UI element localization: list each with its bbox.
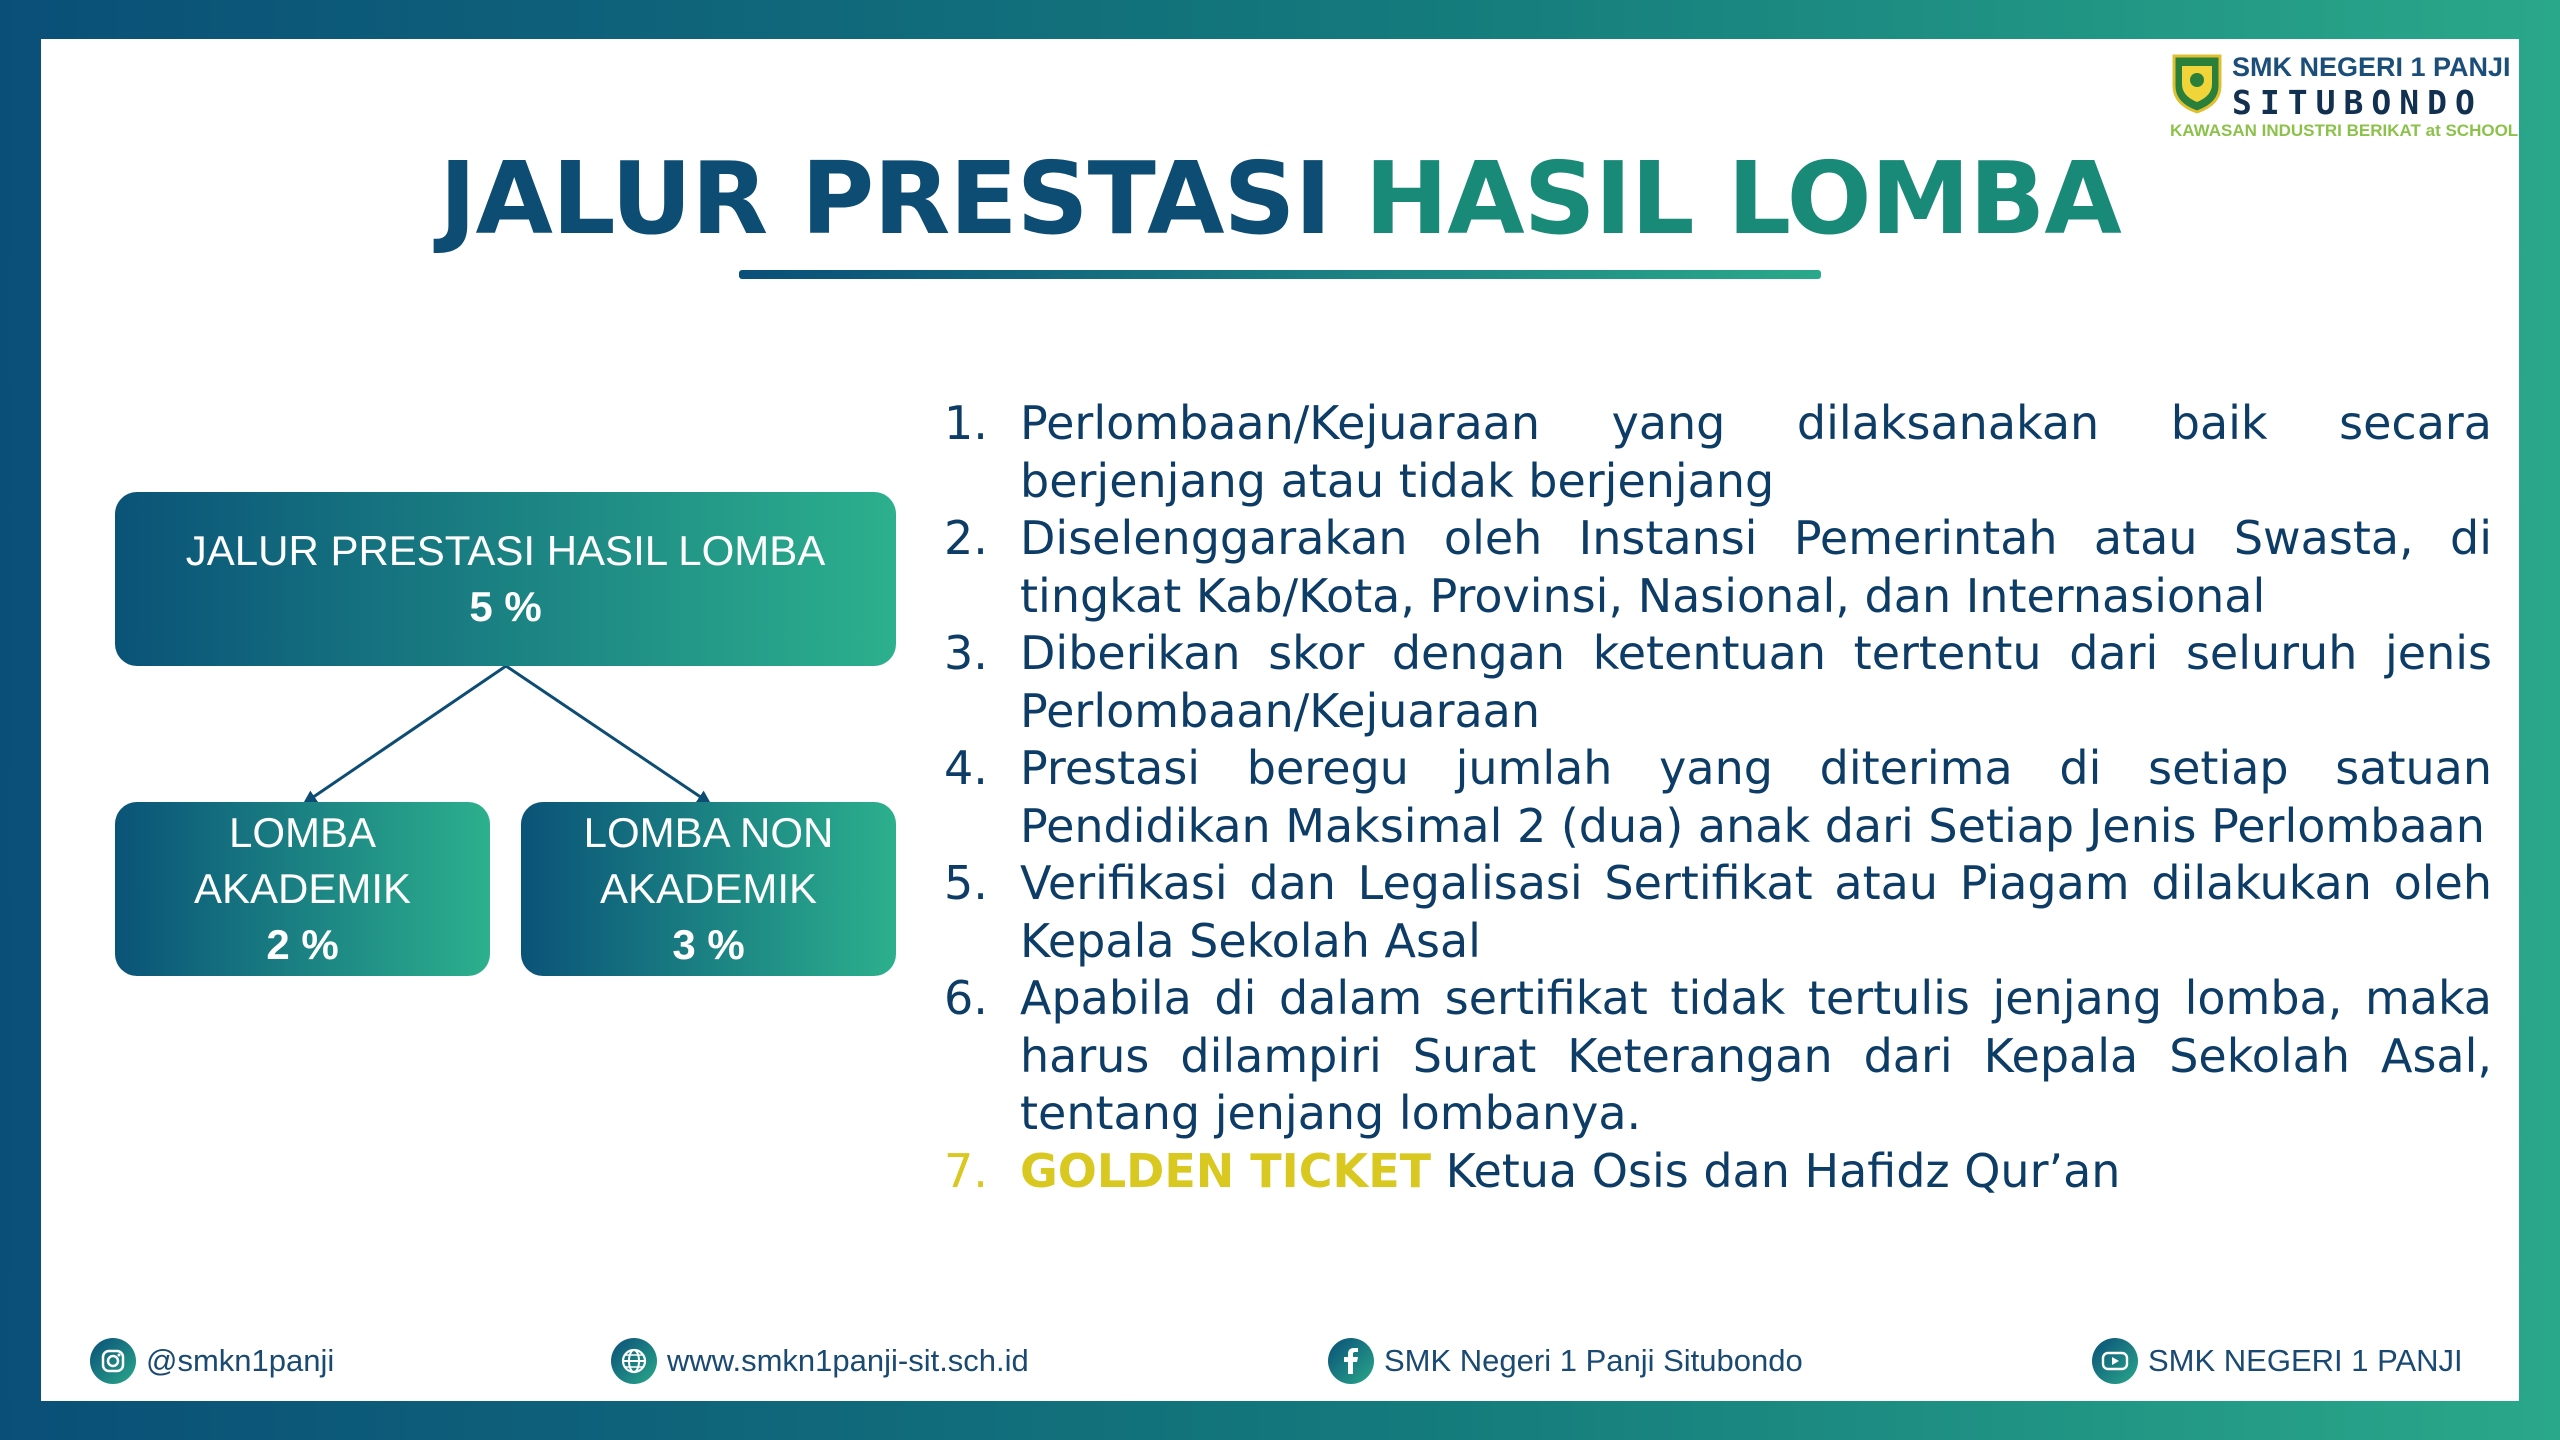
non-academic-category-label: LOMBA NON AKADEMIK [583,809,834,912]
globe-icon [611,1338,657,1384]
list-item [940,970,2492,1143]
requirements-list [940,395,2492,1200]
title-underline [739,270,1821,279]
list-item-number: 2. [944,511,988,565]
list-item [940,625,2492,740]
list-item-text: Diselenggarakan oleh Instansi Pemerintah atau Swasta, di tingkat Kab/Kota, Provinsi, Nasional, dan Internasional [1020,511,2492,623]
instagram-handle: @smkn1panji [146,1343,335,1378]
footer-instagram[interactable] [90,1336,334,1386]
logo-tagline: KAWASAN INDUSTRI BERIKAT at SCHOOL [2170,121,2519,140]
page-title [0,140,2560,257]
facebook-icon [1328,1338,1374,1384]
list-item-number: 6. [944,971,988,1025]
non-academic-category-box [521,802,896,976]
list-item-text: Perlombaan/Kejuaraan yang dilaksanakan baik secara berjenjang atau tidak berjenjang [1020,396,2492,508]
academic-category-label: LOMBA AKADEMIK [193,809,412,912]
golden-ticket-label: GOLDEN TICKET [1020,1143,1431,1198]
list-item-text: Diberikan skor dengan ketentuan tertentu dari seluruh jenis Perlombaan/Kejuaraan [1020,626,2492,738]
list-item-number: 7. [944,1143,988,1198]
youtube-channel-name: SMK NEGERI 1 PANJI [2148,1343,2463,1378]
list-item-text: Ketua Osis dan Hafidz Qur’an [1431,1143,2121,1198]
footer-youtube[interactable] [2092,1336,2463,1386]
instagram-icon [90,1338,136,1384]
footer-website[interactable] [611,1336,1029,1386]
shield-icon [2170,52,2224,114]
logo-school-name: SMK NEGERI 1 PANJI [2232,52,2511,82]
list-item [940,510,2492,625]
list-item-golden-ticket [940,1143,2492,1201]
title-part-1: JALUR PRESTASI [439,140,1331,257]
list-item-text: Prestasi beregu jumlah yang diterima di setiap satuan Pendidikan Maksimal 2 (dua) anak dari Setiap Jenis Perlombaan [1020,741,2492,853]
title-part-2: HASIL LOMBA [1364,140,2121,257]
main-category-box [115,492,896,666]
website-url: www.smkn1panji-sit.sch.id [667,1343,1029,1378]
non-academic-category-percent: 3 % [672,921,745,968]
list-item-number: 3. [944,626,988,680]
list-item-number: 4. [944,741,988,795]
list-item-text: Apabila di dalam sertifikat tidak tertulis jenjang lomba, maka harus dilampiri Surat Keterangan dari Kepala Sekolah Asal, tentang jenjang lombanya. [1020,971,2492,1140]
youtube-icon [2092,1338,2138,1384]
list-item [940,395,2492,510]
list-item-number: 5. [944,856,988,910]
main-category-percent: 5 % [469,583,542,630]
list-item-number: 1. [944,396,988,450]
main-category-label: JALUR PRESTASI HASIL LOMBA [185,527,826,574]
footer-facebook[interactable] [1328,1336,1803,1386]
list-item-text: Verifikasi dan Legalisasi Sertifikat atau Piagam dilakukan oleh Kepala Sekolah Asal [1020,856,2492,968]
list-item [940,855,2492,970]
academic-category-box [115,802,490,976]
school-logo [2170,50,2519,145]
logo-city: SITUBONDO [2232,83,2483,122]
facebook-page-name: SMK Negeri 1 Panji Situbondo [1384,1343,1803,1378]
academic-category-percent: 2 % [266,921,339,968]
list-item [940,740,2492,855]
